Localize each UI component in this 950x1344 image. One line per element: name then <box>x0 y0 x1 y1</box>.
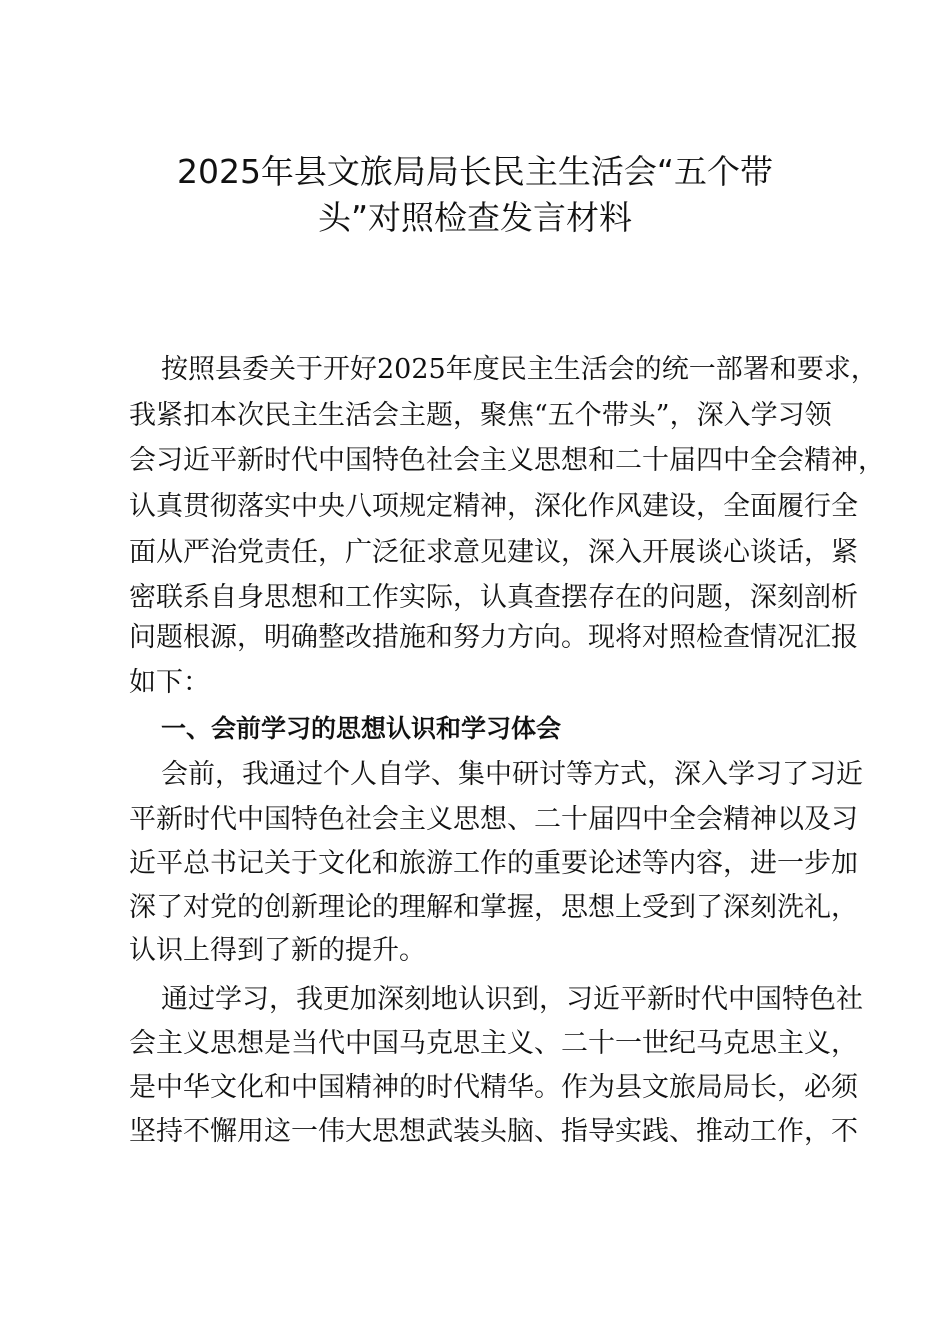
text-line: 平新时代中国特色社会主义思想、二十届四中全会精神以及习 <box>129 804 858 835</box>
text-line: 是中华文化和中国精神的时代精华。作为县文旅局局长，必须 <box>129 1072 858 1103</box>
text-line: 如下： <box>129 667 210 698</box>
text-line: 会前，我通过个人自学、集中研讨等方式，深入学习了习近 <box>161 759 863 790</box>
text-line: 通过学习，我更加深刻地认识到，习近平新时代中国特色社 <box>161 984 863 1015</box>
text-line: 会主义思想是当代中国马克思主义、二十一世纪马克思主义， <box>129 1028 858 1059</box>
title-line-2: 头”对照检查发言材料 <box>317 198 633 237</box>
text-line: 面从严治党责任，广泛征求意见建议，深入开展谈心谈话，紧 <box>129 537 858 568</box>
text-line: 坚持不懈用这一伟大思想武装头脑、指导实践、推动工作，不 <box>129 1116 858 1147</box>
text-line: 认识上得到了新的提升。 <box>129 935 426 966</box>
text-line: 深了对党的创新理论的理解和掌握，思想上受到了深刻洗礼， <box>129 892 858 923</box>
text-line: 按照县委关于开好2025年度民主生活会的统一部署和要求， <box>161 354 878 385</box>
text-line: 密联系自身思想和工作实际，认真查摆存在的问题，深刻剖析 <box>129 582 858 613</box>
section-heading: 一、会前学习的思想认识和学习体会 <box>161 714 562 743</box>
text-line: 近平总书记关于文化和旅游工作的重要论述等内容，进一步加 <box>129 848 858 879</box>
text-line: 认真贯彻落实中央八项规定精神，深化作风建设，全面履行全 <box>129 491 858 522</box>
title-line-1: 2025年县文旅局局长民主生活会“五个带 <box>176 152 774 191</box>
text-line: 我紧扣本次民主生活会主题，聚焦“五个带头”，深入学习领 <box>129 400 832 431</box>
text-line: 会习近平新时代中国特色社会主义思想和二十届四中全会精神， <box>129 445 885 476</box>
text-line: 问题根源，明确整改措施和努力方向。现将对照检查情况汇报 <box>129 622 858 653</box>
